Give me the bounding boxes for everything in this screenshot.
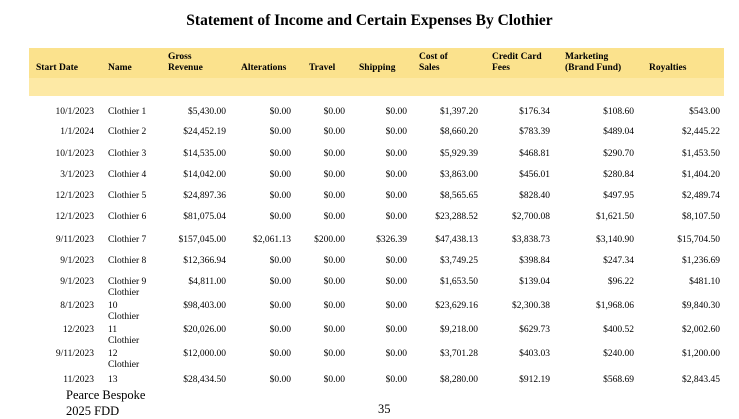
cell-roy: $1,404.20 — [682, 170, 720, 180]
cell-ccf: $2,300.38 — [512, 301, 550, 311]
cell-mkt: $489.04 — [603, 127, 634, 137]
table-row — [0, 107, 739, 129]
cell-cos: $1,653.50 — [440, 277, 478, 287]
cell-travel: $0.00 — [323, 127, 345, 137]
cell-travel: $0.00 — [323, 170, 345, 180]
cell-date: 9/11/2023 — [55, 349, 94, 359]
cell-ship: $0.00 — [385, 191, 407, 201]
header-gross-line1: Gross — [168, 52, 192, 62]
header-ccf-line2: Fees — [492, 63, 510, 73]
cell-cos: $9,218.00 — [440, 325, 478, 335]
cell-name: Clothier 3 — [108, 149, 147, 159]
header-royalties: Royalties — [649, 63, 687, 73]
cell-gross: $20,026.00 — [183, 325, 226, 335]
cell-roy: $1,236.69 — [682, 256, 720, 266]
cell-gross: $98,403.00 — [183, 301, 226, 311]
header-name: Name — [108, 63, 132, 73]
cell-mkt: $400.52 — [603, 325, 634, 335]
cell-name: Clothier 2 — [108, 127, 147, 137]
cell-alt: $0.00 — [269, 127, 291, 137]
cell-roy: $15,704.50 — [677, 235, 720, 245]
cell-date: 1/1/2024 — [60, 127, 94, 137]
table-row — [0, 127, 739, 149]
table-row — [0, 325, 739, 347]
cell-alt: $0.00 — [269, 375, 291, 385]
cell-roy: $543.00 — [689, 107, 720, 117]
cell-roy: $8,107.50 — [682, 212, 720, 222]
cell-ccf: $139.04 — [519, 277, 550, 287]
cell-mkt: $108.60 — [603, 107, 634, 117]
cell-alt: $0.00 — [269, 256, 291, 266]
cell-date: 9/1/2023 — [60, 256, 94, 266]
cell-name: Clothier 9 — [108, 277, 147, 287]
cell-travel: $200.00 — [314, 235, 345, 245]
cell-name: Clothier 6 — [108, 212, 147, 222]
cell-gross: $24,452.19 — [183, 127, 226, 137]
cell-alt: $0.00 — [269, 212, 291, 222]
cell-gross: $12,000.00 — [183, 349, 226, 359]
header-start-date: Start Date — [36, 63, 78, 73]
cell-ship: $0.00 — [385, 325, 407, 335]
header-gross-line2: Revenue — [168, 63, 203, 73]
cell-travel: $0.00 — [323, 375, 345, 385]
cell-cos: $47,438.13 — [435, 235, 478, 245]
cell-mkt: $240.00 — [603, 349, 634, 359]
cell-date: 10/1/2023 — [55, 149, 94, 159]
cell-ship: $0.00 — [385, 170, 407, 180]
cell-roy: $2,002.60 — [682, 325, 720, 335]
cell-date: 12/2023 — [62, 325, 94, 335]
header-cos-line2: Sales — [419, 63, 440, 73]
table-row — [0, 349, 739, 371]
table-row — [0, 277, 739, 299]
cell-mkt: $247.34 — [603, 256, 634, 266]
cell-roy: $2,445.22 — [682, 127, 720, 137]
cell-name: Clothier 8 — [108, 256, 147, 266]
cell-date: 12/1/2023 — [55, 191, 94, 201]
cell-date: 9/11/2023 — [55, 235, 94, 245]
cell-ship: $0.00 — [385, 375, 407, 385]
cell-name-continued: Clothier — [108, 288, 140, 298]
cell-travel: $0.00 — [323, 349, 345, 359]
cell-roy: $1,453.50 — [682, 149, 720, 159]
cell-name: 11 — [108, 325, 118, 335]
header-shipping: Shipping — [359, 63, 396, 73]
cell-roy: $1,200.00 — [682, 349, 720, 359]
table-row — [0, 301, 739, 323]
table-row — [0, 191, 739, 213]
cell-cos: $5,929.39 — [440, 149, 478, 159]
cell-name: Clothier 4 — [108, 170, 147, 180]
cell-name: Clothier 7 — [108, 235, 147, 245]
cell-date: 10/1/2023 — [55, 107, 94, 117]
cell-ship: $326.39 — [376, 235, 407, 245]
cell-name-continued: Clothier — [108, 336, 140, 346]
cell-name: Clothier 5 — [108, 191, 147, 201]
cell-alt: $0.00 — [269, 107, 291, 117]
cell-name: 12 — [108, 349, 118, 359]
header-alterations: Alterations — [241, 63, 287, 73]
cell-name-continued: Clothier — [108, 312, 140, 322]
cell-mkt: $568.69 — [603, 375, 634, 385]
header-marketing-line2: (Brand Fund) — [565, 63, 622, 73]
cell-mkt: $1,621.50 — [596, 212, 634, 222]
cell-mkt: $96.22 — [607, 277, 634, 287]
cell-cos: $23,629.16 — [435, 301, 478, 311]
cell-ship: $0.00 — [385, 107, 407, 117]
cell-ccf: $176.34 — [519, 107, 550, 117]
cell-gross: $4,811.00 — [188, 277, 226, 287]
cell-name-continued: Clothier — [108, 360, 140, 370]
cell-gross: $5,430.00 — [188, 107, 226, 117]
cell-ccf: $3,838.73 — [512, 235, 550, 245]
cell-alt: $0.00 — [269, 301, 291, 311]
page-number: 35 — [378, 402, 391, 416]
cell-name: Clothier 1 — [108, 107, 147, 117]
cell-travel: $0.00 — [323, 325, 345, 335]
cell-date: 12/1/2023 — [55, 212, 94, 222]
cell-ship: $0.00 — [385, 212, 407, 222]
cell-mkt: $280.84 — [603, 170, 634, 180]
cell-ship: $0.00 — [385, 277, 407, 287]
cell-date: 3/1/2023 — [60, 170, 94, 180]
cell-gross: $12,366.94 — [183, 256, 226, 266]
cell-cos: $3,863.00 — [440, 170, 478, 180]
cell-ccf: $912.19 — [519, 375, 550, 385]
cell-ccf: $398.84 — [519, 256, 550, 266]
cell-cos: $1,397.20 — [440, 107, 478, 117]
cell-travel: $0.00 — [323, 256, 345, 266]
cell-ship: $0.00 — [385, 149, 407, 159]
cell-ccf: $468.81 — [519, 149, 550, 159]
cell-date: 11/2023 — [63, 375, 94, 385]
cell-date: 9/1/2023 — [60, 277, 94, 287]
cell-alt: $0.00 — [269, 325, 291, 335]
header-marketing-line1: Marketing — [565, 52, 609, 62]
cell-alt: $0.00 — [269, 349, 291, 359]
cell-gross: $24,897.36 — [183, 191, 226, 201]
cell-ccf: $828.40 — [519, 191, 550, 201]
header-ccf-line1: Credit Card — [492, 52, 542, 62]
cell-roy: $9,840.30 — [682, 301, 720, 311]
cell-mkt: $290.70 — [603, 149, 634, 159]
cell-alt: $0.00 — [269, 170, 291, 180]
cell-ccf: $629.73 — [519, 325, 550, 335]
footer-left — [66, 387, 145, 419]
header-cos-line1: Cost of — [419, 52, 448, 62]
cell-mkt: $3,140.90 — [596, 235, 634, 245]
cell-alt: $2,061.13 — [253, 235, 291, 245]
cell-ccf: $783.39 — [519, 127, 550, 137]
cell-ccf: $403.03 — [519, 349, 550, 359]
cell-ccf: $456.01 — [519, 170, 550, 180]
table-row — [0, 256, 739, 278]
cell-ship: $0.00 — [385, 301, 407, 311]
footer-doc: 2025 FDD — [66, 404, 120, 418]
cell-gross: $14,042.00 — [183, 170, 226, 180]
cell-travel: $0.00 — [323, 149, 345, 159]
cell-cos: $8,660.20 — [440, 127, 478, 137]
cell-cos: $8,565.65 — [440, 191, 478, 201]
header-travel: Travel — [309, 63, 336, 73]
cell-travel: $0.00 — [323, 191, 345, 201]
cell-travel: $0.00 — [323, 107, 345, 117]
cell-cos: $3,749.25 — [440, 256, 478, 266]
table-row — [0, 235, 739, 257]
cell-cos: $8,280.00 — [440, 375, 478, 385]
cell-gross: $14,535.00 — [183, 149, 226, 159]
cell-ccf: $2,700.08 — [512, 212, 550, 222]
cell-alt: $0.00 — [269, 149, 291, 159]
cell-roy: $2,489.74 — [682, 191, 720, 201]
cell-travel: $0.00 — [323, 277, 345, 287]
cell-travel: $0.00 — [323, 212, 345, 222]
cell-roy: $481.10 — [689, 277, 720, 287]
cell-gross: $81,075.04 — [183, 212, 226, 222]
cell-ship: $0.00 — [385, 256, 407, 266]
cell-name: 13 — [108, 375, 118, 385]
cell-travel: $0.00 — [323, 301, 345, 311]
cell-roy: $2,843.45 — [682, 375, 720, 385]
cell-gross: $157,045.00 — [178, 235, 226, 245]
cell-ship: $0.00 — [385, 349, 407, 359]
cell-alt: $0.00 — [269, 191, 291, 201]
cell-mkt: $1,968.06 — [596, 301, 634, 311]
footer-company: Pearce Bespoke — [66, 388, 146, 402]
cell-alt: $0.00 — [269, 277, 291, 287]
cell-gross: $28,434.50 — [183, 375, 226, 385]
page-title: Statement of Income and Certain Expenses By Clothier — [186, 12, 553, 29]
cell-cos: $23,288.52 — [435, 212, 478, 222]
table-row — [0, 212, 739, 234]
table-row — [0, 149, 739, 171]
cell-mkt: $497.95 — [603, 191, 634, 201]
cell-name: 10 — [108, 301, 118, 311]
cell-date: 8/1/2023 — [60, 301, 94, 311]
table-row — [0, 170, 739, 192]
cell-ship: $0.00 — [385, 127, 407, 137]
cell-cos: $3,701.28 — [440, 349, 478, 359]
